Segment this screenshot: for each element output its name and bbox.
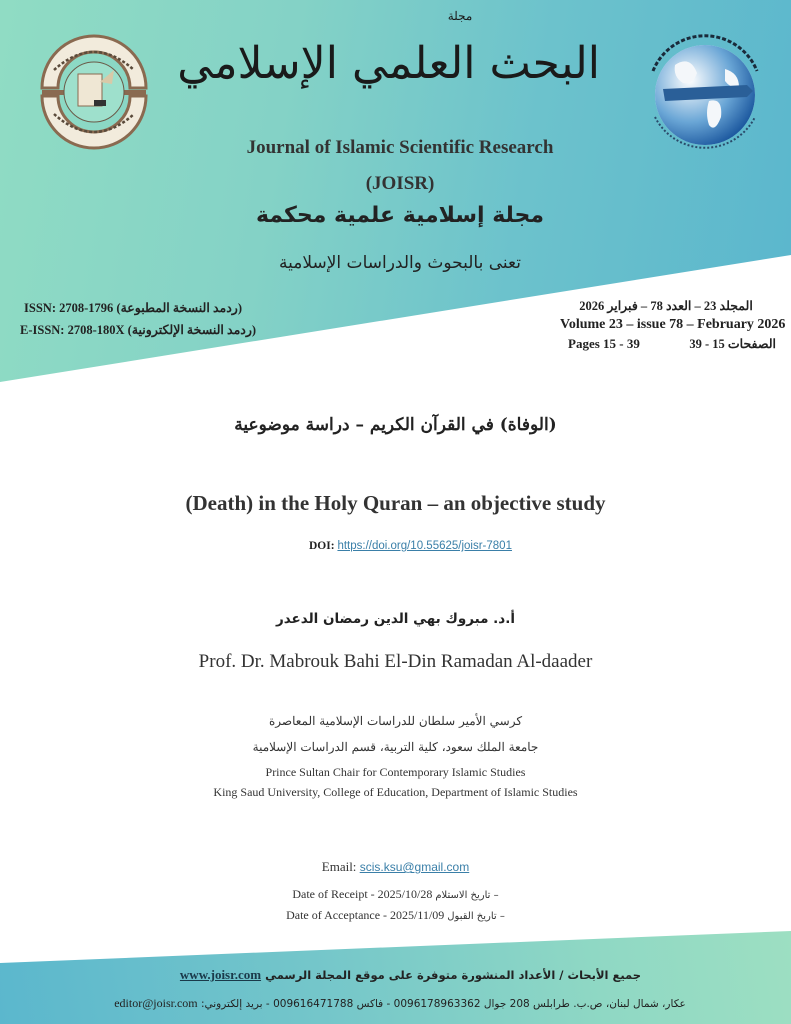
receipt-date-ar: – تاريخ الاستلام [435,890,499,901]
issn-online-number: E-ISSN: 2708-180X [20,323,125,337]
receipt-date-en: Date of Receipt - 2025/10/28 [292,887,433,901]
acceptance-date-ar: – تاريخ القبول [447,911,505,922]
journal-subtitle-ar-2: تعنى بالبحوث والدراسات الإسلامية [279,253,521,273]
date-of-receipt [150,886,641,904]
seal-icon [34,32,154,152]
issn-print-label-ar: (ردمد النسخة المطبوعة) [116,301,242,315]
pages-en: Pages 15 - 39 [568,336,640,351]
doi-label: DOI: [309,540,335,552]
pages-ar: الصفحات 15 - 39 [689,337,776,351]
doi-line [150,538,671,554]
paper-title-en: (Death) in the Holy Quran – an objective study [185,491,606,515]
issn-online [20,322,257,338]
international-imam-bukhari-academy-logo [635,25,775,160]
affiliation-en-2: King Saud University, College of Education, Department of Islamic Studies [213,785,578,799]
author-name-ar: أ.د. مبروك بهي الدين رمضان الدعدر [275,611,515,627]
email-link[interactable]: scis.ksu@gmail.com [359,860,470,874]
issn-print [20,300,242,316]
journal-abbreviation: (JOISR) [365,173,435,194]
footer-contact [20,995,780,1012]
globe-icon [635,25,775,160]
journal-title-en: Journal of Islamic Scientific Research [246,137,554,158]
issn-online-label-ar: (ردمد النسخة الإلكترونية) [127,323,257,337]
volume-info-en: Volume 23 – issue 78 – February 2026 [560,317,786,332]
doi-link[interactable]: https://doi.org/10.55625/joisr-7801 [337,540,512,552]
issn-print-number: ISSN: 2708-1796 [24,301,114,315]
website-link[interactable]: www.joisr.com [179,967,262,982]
journal-title-ar-small: مجلة [447,9,473,23]
email-line [200,858,591,876]
author-name-en: Prof. Dr. Mabrouk Bahi El-Din Ramadan Al-daader [198,651,593,672]
paper-title-ar: (الوفاة) في القرآن الكريم – دراسة موضوعية [234,415,557,435]
footer-address-ar: عكار، شمال لبنان، ص.ب. طرابلس 208 جوال 0096178963362 - فاكس 009616471788 - بريد إلكتروني: [200,998,686,1010]
footer-notice-ar: جميع الأبحاث / الأعداد المنشورة متوفرة على موقع المجلة الرسمي [265,968,642,982]
acceptance-date-en: Date of Acceptance - 2025/11/09 [286,908,445,922]
journal-subtitle-ar-1: مجلة إسلامية علمية محكمة [255,203,545,228]
email-label: Email: [321,859,357,874]
affiliation-en-1: Prince Sultan Chair for Contemporary Islamic Studies [265,765,526,779]
journal-title-ar: البحث العلمي الإسلامي [177,38,600,89]
editor-email[interactable]: editor@joisr.com [114,996,198,1010]
volume-info-ar: المجلد 23 – العدد 78 – فبراير 2026 [579,299,753,313]
affiliation-ar-1: كرسي الأمير سلطان للدراسات الإسلامية المعاصرة [268,714,523,728]
footer-notice [130,966,691,984]
date-of-acceptance [150,907,641,925]
affiliation-ar-2: جامعة الملك سعود، كلية التربية، قسم الدراسات الإسلامية [252,740,539,754]
imam-bukhari-center-logo [34,32,154,152]
